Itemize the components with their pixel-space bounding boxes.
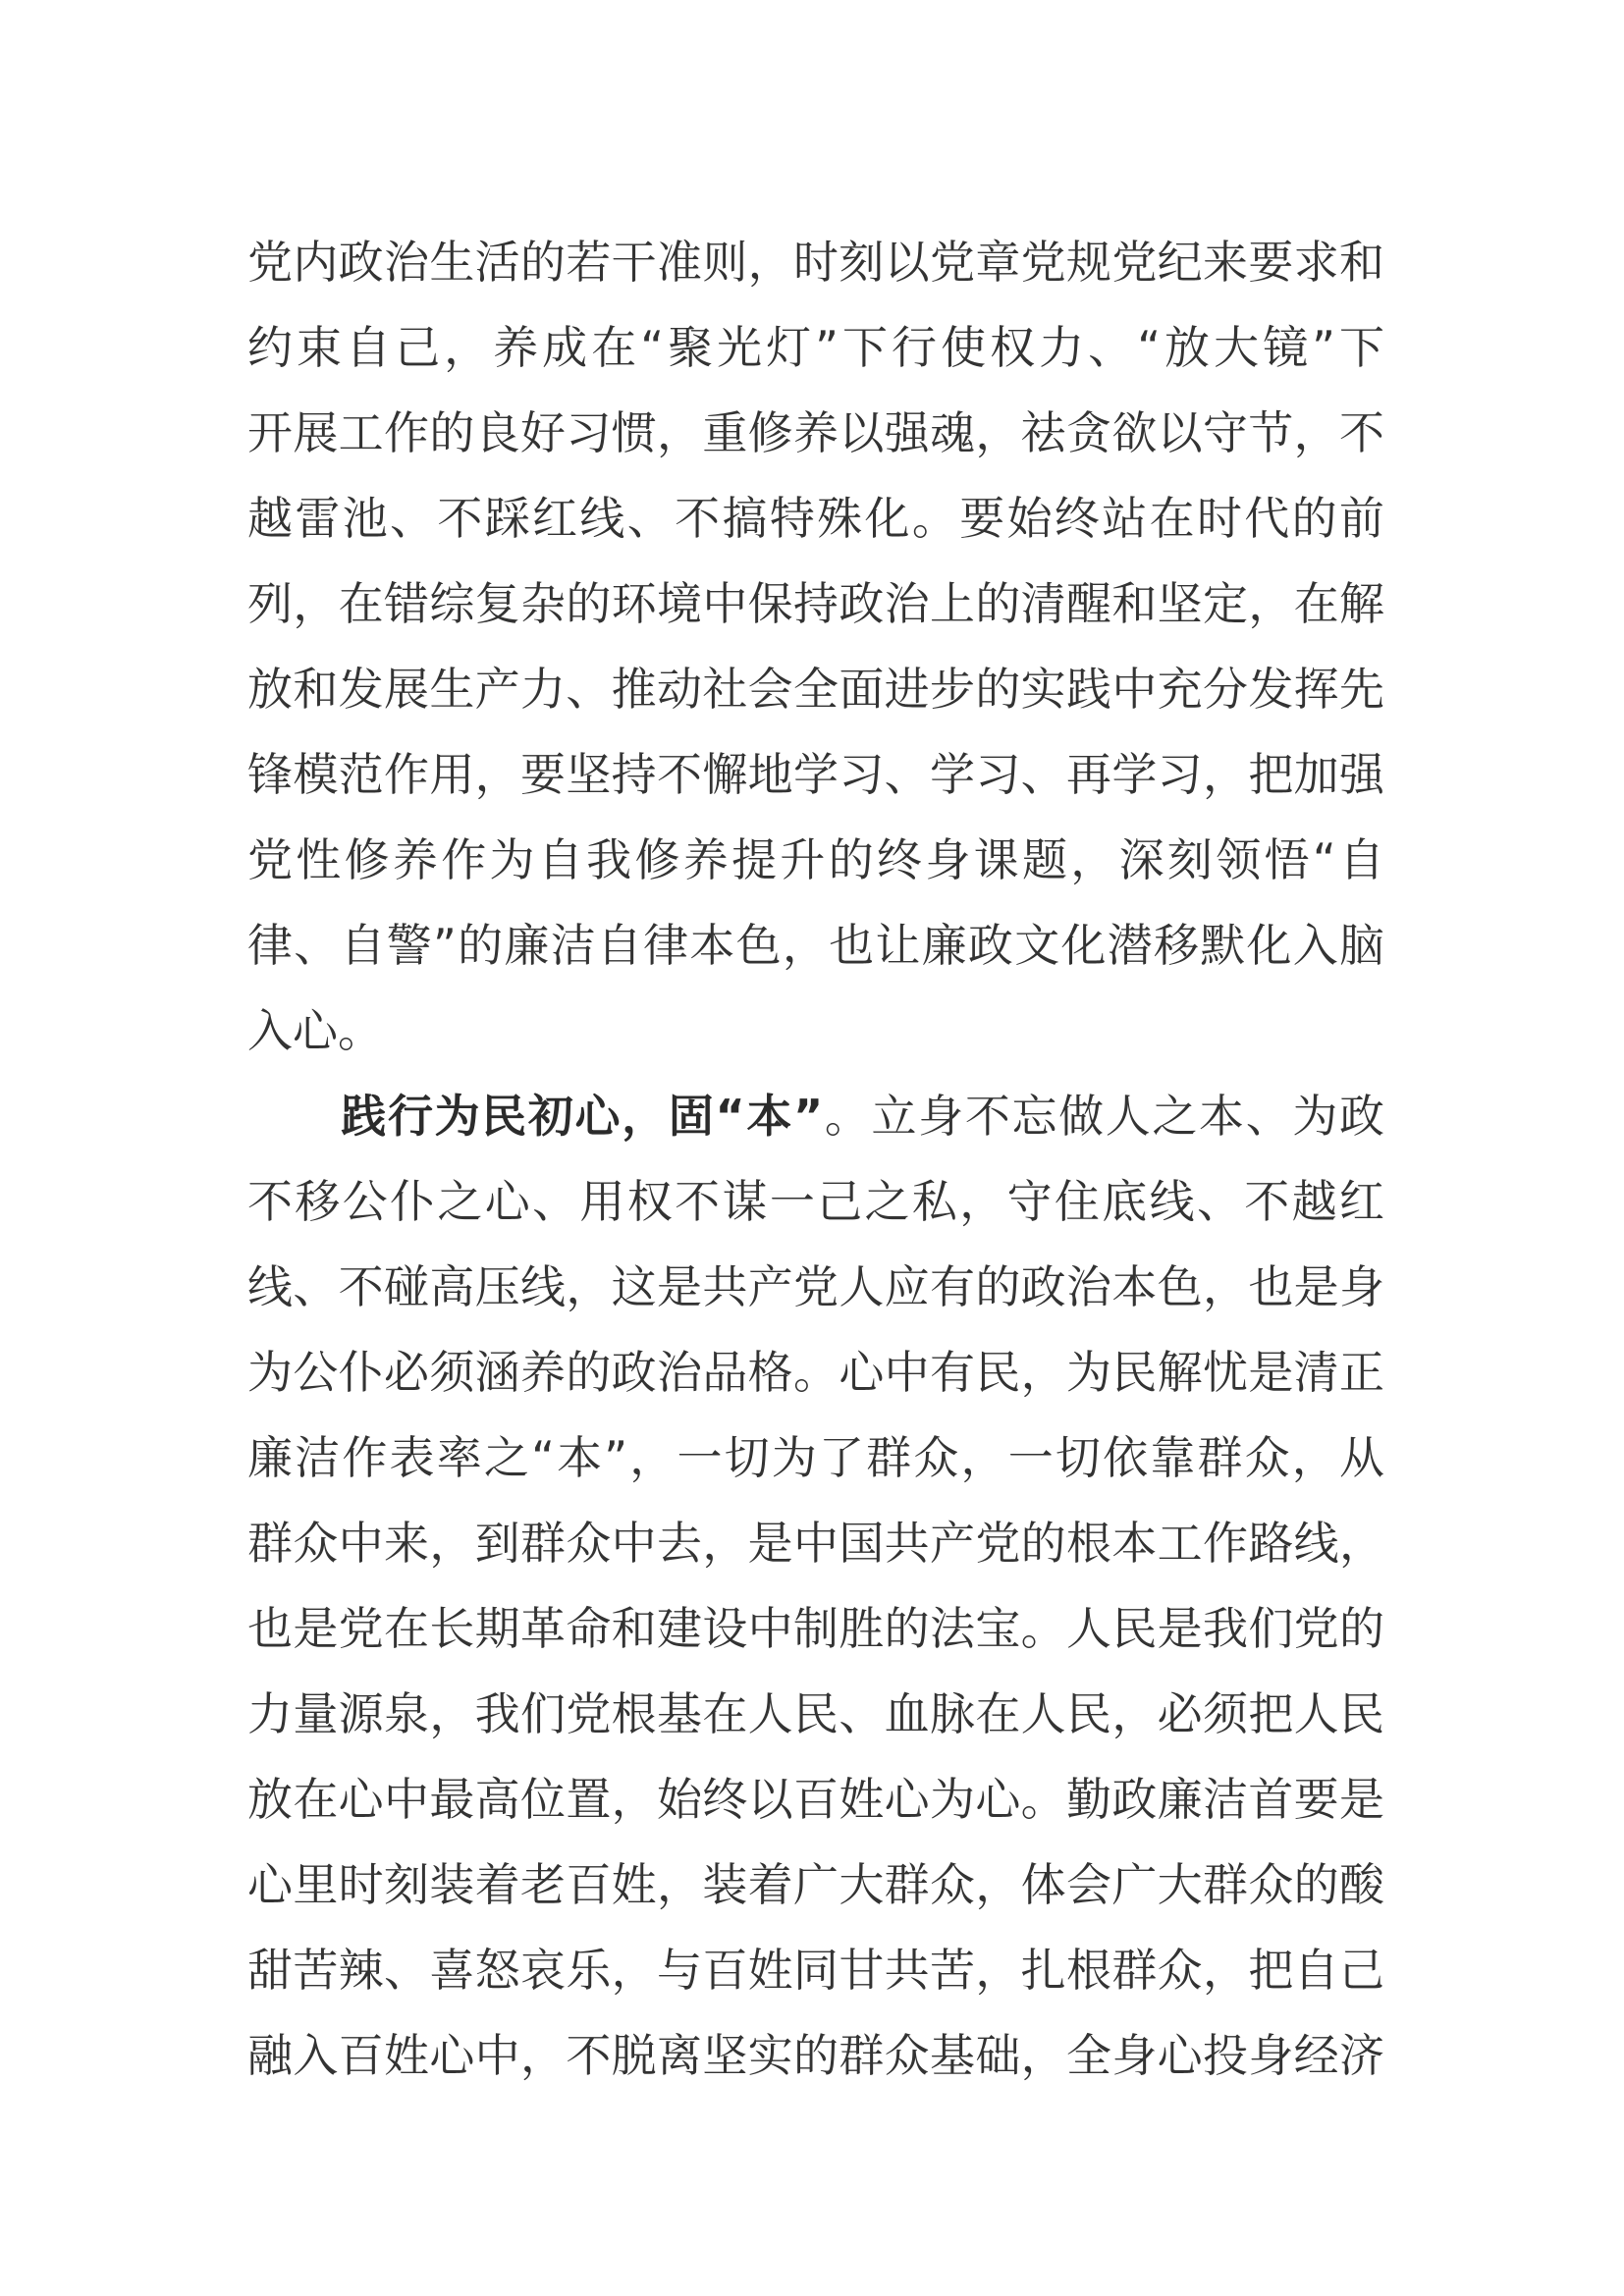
text-line: 心里时刻装着老百姓，装着广大群众，体会广大群众的酸 [247, 1858, 1384, 1911]
text-line: 线、不碰高压线，这是共产党人应有的政治本色，也是身 [247, 1260, 1384, 1313]
text-line: 律、自警”的廉洁自律本色，也让廉政文化潜移默化入脑 [247, 919, 1384, 972]
text-line: 廉洁作表率之“本”，一切为了群众，一切依靠群众，从 [247, 1431, 1384, 1484]
text-line: 列，在错综复杂的环境中保持政治上的清醒和坚定，在解 [247, 577, 1384, 630]
paragraph-first-line [247, 1074, 1384, 1159]
text-line: 放在心中最高位置，始终以百姓心为心。勤政廉洁首要是 [247, 1773, 1384, 1826]
text-line: 开展工作的良好习惯，重修养以强魂，祛贪欲以守节，不 [247, 406, 1384, 459]
text-line: 也是党在长期革命和建设中制胜的法宝。人民是我们党的 [247, 1602, 1384, 1655]
indent [247, 1090, 341, 1143]
text-line: 甜苦辣、喜怒哀乐，与百姓同甘共苦，扎根群众，把自己 [247, 1944, 1384, 1997]
text-line: 群众中来，到群众中去，是中国共产党的根本工作路线， [247, 1517, 1384, 1570]
text-line: 入心。 [247, 1004, 383, 1057]
text-line: 越雷池、不踩红线、不搞特殊化。要始终站在时代的前 [247, 492, 1384, 545]
text-line: 锋模范作用，要坚持不懈地学习、学习、再学习，把加强 [247, 748, 1384, 801]
text-line: 党性修养作为自我修养提升的终身课题，深刻领悟“自 [247, 833, 1384, 886]
text-line: 力量源泉，我们党根基在人民、血脉在人民，必须把人民 [247, 1687, 1384, 1740]
text-line: 放和发展生产力、推动社会全面进步的实践中充分发挥先 [247, 663, 1384, 716]
text-line: 党内政治生活的若干准则，时刻以党章党规党纪来要求和 [247, 236, 1384, 289]
paragraph-heading: 践行为民初心，固“本” [341, 1090, 824, 1143]
text-line: 约束自己，养成在“聚光灯”下行使权力、“放大镜”下 [247, 321, 1384, 374]
text-line: 为公仆必须涵养的政治品格。心中有民，为民解忧是清正 [247, 1346, 1384, 1399]
text-line: 融入百姓心中，不脱离坚实的群众基础，全身心投身经济 [247, 2029, 1384, 2082]
text-line: 不移公仆之心、用权不谋一己之私，守住底线、不越红 [247, 1175, 1384, 1228]
text-segment: 。立身不忘做人之本、为政 [823, 1090, 1385, 1143]
